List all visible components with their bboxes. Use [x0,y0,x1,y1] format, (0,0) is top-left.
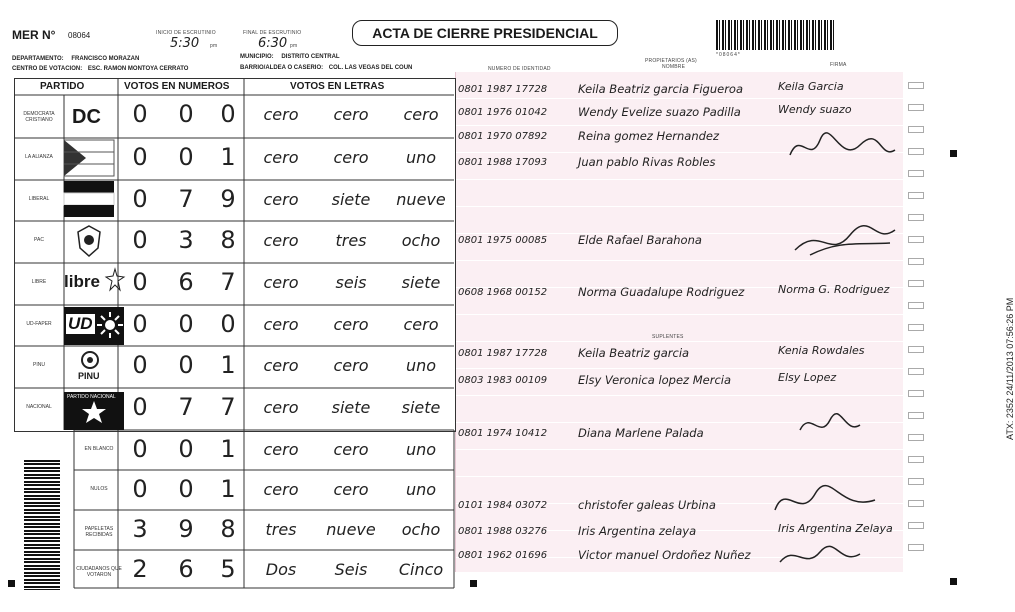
vote-digit: 0 [132,475,148,503]
identity-number: 0801 1987 17728 [458,348,548,359]
numero-identidad-label: NUMERO DE IDENTIDAD [488,66,551,72]
vote-word: cero [333,480,369,499]
vote-digit: 0 [178,435,194,463]
identity-number: 0801 1987 17728 [458,84,548,95]
party-label: EN BLANCO [84,446,114,452]
departamento-label: DEPARTAMENTO: [12,56,64,62]
star-icon [82,400,106,424]
person-name: christofer galeas Urbina [578,498,716,512]
vote-word: cero [333,148,369,167]
suplentes-label: SUPLENTES [652,334,684,340]
signature-scribble-3 [795,405,865,445]
check-box [908,148,924,155]
pinu-logo: PINU [78,371,100,381]
inicio-suffix: pm [210,43,218,49]
signature-text: Iris Argentina Zelaya [778,522,893,535]
propietarios-label: PROPIETARIOS (AS) [645,58,697,64]
vote-word: cero [403,315,439,334]
identity-number: 0608 1968 00152 [458,287,548,298]
identity-number: 0801 1970 07892 [458,131,548,142]
party-label: UD-FAPER [26,321,52,327]
vote-digit: 0 [178,351,194,379]
vote-digit: 0 [132,435,148,463]
person-name: Keila Beatriz garcia Figueroa [578,82,744,96]
vote-digit: 0 [178,143,194,171]
vote-word: cero [403,105,439,124]
signature-text: Elsy Lopez [778,371,837,384]
centro-label: CENTRO DE VOTACION: [12,66,83,72]
check-box [908,368,924,375]
signature-scribble-1 [780,125,900,175]
sun-icon [97,312,123,338]
party-label: NULOS [90,486,108,492]
vote-word: Cinco [398,560,444,579]
centro-value: ESC. RAMON MONTOYA CERRATO [87,66,189,72]
document-title: ACTA DE CIERRE PRESIDENCIAL [352,20,618,46]
check-box [908,456,924,463]
vote-word: cero [333,356,369,375]
vote-word: siete [401,398,441,417]
vote-digit: 0 [132,185,148,213]
person-name: Elde Rafael Barahona [578,233,702,247]
vote-digit: 7 [220,393,236,421]
pac-logo-icon [76,224,102,258]
party-label: LIBERAL [28,196,50,202]
identity-number: 0801 1962 01696 [458,550,548,561]
identity-number: 0801 1975 00085 [458,235,548,246]
municipio-label: MUNICIPIO: [240,54,274,60]
departamento-value: FRANCISCO MORAZAN [71,56,140,62]
corner-marker [950,578,957,585]
vote-word: ocho [401,231,441,250]
corner-marker [470,580,477,587]
inicio-time: 5:30 [170,36,200,51]
vote-word: cero [263,315,299,334]
municipio-value: DISTRITO CENTRAL [281,54,340,60]
check-box [908,390,924,397]
identity-number: 0801 1988 03276 [458,526,548,537]
vertical-barcode [24,460,60,590]
check-box [908,192,924,199]
timestamp-stamp: ATX: 2352 24/11/2013 07:56:26 PM [1005,297,1015,440]
firma-label: FIRMA [830,62,847,68]
check-box [908,104,924,111]
col-votos-letras: VOTOS EN LETRAS [290,81,385,92]
vote-word: tres [335,231,367,250]
mer-label: MER N° [12,28,56,42]
identity-number: 0801 1988 17093 [458,157,548,168]
check-box [908,544,924,551]
vote-digit: 0 [132,351,148,379]
vote-word: cero [263,398,299,417]
party-label: LIBRE [31,279,47,285]
vote-digit: 0 [220,100,236,128]
vote-digit: 0 [132,310,148,338]
mer-number: 08064 [68,31,91,40]
vote-digit: 1 [220,143,236,171]
person-name: Victor manuel Ordoñez Nuñez [578,548,751,562]
vote-digit: 1 [220,435,236,463]
vote-word: seis [335,273,367,292]
check-box [908,170,924,177]
check-box [908,412,924,419]
vote-digit: 0 [132,226,148,254]
vote-word: cero [263,273,299,292]
vote-word: cero [263,356,299,375]
person-name: Iris Argentina zelaya [578,524,697,538]
person-name: Keila Beatriz garcia [578,346,690,360]
vote-digit: 7 [220,268,236,296]
vote-word: cero [333,105,369,124]
vote-digit: 0 [132,143,148,171]
party-label: PAC [34,237,44,243]
nacional-logo-text: PARTIDO NACIONAL [67,394,116,400]
vote-word: cero [263,105,299,124]
vote-word: siete [331,398,371,417]
barrio-label: BARRIO/ALDEA O CASERIO: [240,65,324,71]
check-box [908,258,924,265]
party-label: LA ALIANZA [25,154,53,160]
vote-digit: 6 [178,555,194,583]
identity-number: 0801 1976 01042 [458,107,548,118]
corner-marker [950,150,957,157]
dc-logo: DC [72,106,101,128]
vote-word: uno [405,356,437,375]
vote-word: siete [401,273,441,292]
check-box [908,126,924,133]
signature-scribble-2 [790,215,900,265]
vote-word: tres [265,520,297,539]
person-name: Wendy Evelize suazo Padilla [578,105,741,119]
vote-digit: 3 [178,226,194,254]
vote-digit: 9 [178,515,194,543]
pinu-symbol-icon [80,350,100,370]
vote-digit: 0 [132,268,148,296]
vote-digit: 8 [220,515,236,543]
vote-digit: 0 [132,393,148,421]
check-box [908,346,924,353]
check-box [908,214,924,221]
identity-number: 0801 1974 10412 [458,428,548,439]
vote-word: cero [263,231,299,250]
vote-word: Seis [334,560,368,579]
final-label: FINAL DE ESCRUTINIO [243,30,302,36]
libre-logo: libre [64,272,100,291]
vote-word: siete [331,190,371,209]
vote-digit: 3 [132,515,148,543]
vote-word: nueve [396,190,446,209]
person-name: Diana Marlene Palada [578,426,704,440]
party-label: CIUDADANOS QUE VOTARON [76,566,122,578]
vote-digit: 0 [220,310,236,338]
vote-digit: 0 [132,100,148,128]
signature-text: Kenia Rowdales [778,344,865,357]
signature-scribble-5 [775,540,865,576]
check-box [908,82,924,89]
vote-digit: 5 [220,555,236,583]
inicio-label: INICIO DE ESCRUTINIO [156,30,216,36]
person-name: Reina gomez Hernandez [578,129,720,143]
final-suffix: pm [290,43,298,49]
vote-word: cero [333,440,369,459]
vote-digit: 0 [178,100,194,128]
vote-word: Dos [265,560,297,579]
vote-word: cero [263,440,299,459]
vote-digit: 1 [220,351,236,379]
party-label: PAPELETAS RECIBIDAS [84,526,114,538]
check-box [908,280,924,287]
vote-word: cero [263,148,299,167]
vote-digit: 1 [220,475,236,503]
vote-word: ocho [401,520,441,539]
identity-number: 0803 1983 00109 [458,375,548,386]
check-box [908,500,924,507]
barrio-value: COL. LAS VEGAS DEL COUN [328,65,413,71]
vote-word: cero [263,480,299,499]
final-time: 6:30 [258,36,288,51]
vote-word: uno [405,148,437,167]
vote-digit: 9 [220,185,236,213]
check-box [908,434,924,441]
check-box [908,302,924,309]
alianza-logo-icon [64,140,114,176]
signature-scribble-4 [770,482,880,522]
vote-word: cero [263,190,299,209]
header-barcode [716,20,834,50]
vote-word: cero [333,315,369,334]
vote-word: uno [405,480,437,499]
vote-digit: 6 [178,268,194,296]
corner-marker [8,580,15,587]
col-partido: PARTIDO [40,81,85,92]
signature-text: Keila Garcia [778,80,844,93]
check-box [908,324,924,331]
vote-digit: 0 [178,310,194,338]
party-label: NACIONAL [26,404,52,410]
ud-logo: UD [68,314,93,333]
vote-word: nueve [326,520,376,539]
signature-text: Wendy suazo [778,103,852,116]
party-label: DEMOCRATA CRISTIANO [23,111,55,123]
barcode-number: *08064* [716,52,741,58]
col-votos-numeros: VOTOS EN NUMEROS [124,81,230,92]
person-name: Norma Guadalupe Rodriguez [578,285,745,299]
check-box [908,522,924,529]
party-label: PINU [33,362,45,368]
check-box [908,236,924,243]
signature-text: Norma G. Rodriguez [778,283,890,296]
vote-word: uno [405,440,437,459]
vote-digit: 7 [178,185,194,213]
check-box [908,478,924,485]
vote-digit: 7 [178,393,194,421]
identity-number: 0101 1984 03072 [458,500,548,511]
person-name: Elsy Veronica lopez Mercia [578,373,732,387]
person-name: Juan pablo Rivas Robles [578,155,716,169]
vote-digit: 0 [178,475,194,503]
nombre-label: NOMBRE [662,64,686,70]
liberal-logo-icon [64,181,114,217]
vote-digit: 8 [220,226,236,254]
vote-digit: 2 [132,555,148,583]
